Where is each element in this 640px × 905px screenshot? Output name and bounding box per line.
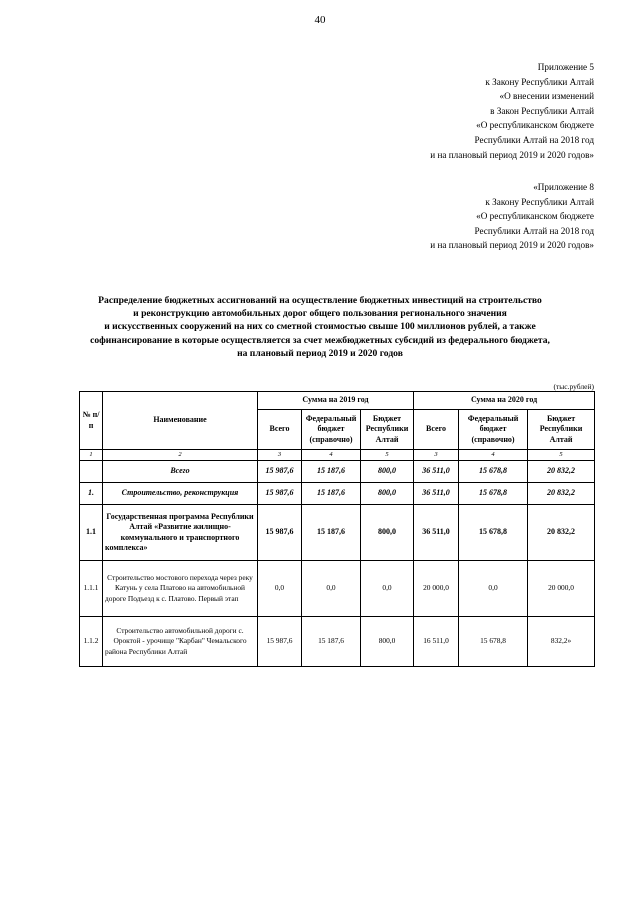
appendix-line: Республики Алтай на 2018 год <box>474 225 594 236</box>
appendix-heading-new <box>430 60 594 162</box>
units-label: (тыс.рублей) <box>553 382 594 391</box>
row-num: 1. <box>80 483 103 505</box>
cell-federal-2019: 15 187,6 <box>302 505 361 561</box>
header-federal-2019: Федеральный бюджет (справочно) <box>302 410 361 450</box>
cell-total-2019: 15 987,6 <box>258 617 302 667</box>
cell-federal-2020: 0,0 <box>459 561 528 617</box>
cell-regional-2019: 0,0 <box>361 561 414 617</box>
table-row-road <box>80 617 595 667</box>
header-regional-2020: Бюджет Республики Алтай <box>528 410 595 450</box>
cell-federal-2020: 15 678,8 <box>459 483 528 505</box>
table-row-construction <box>80 483 595 505</box>
row-name: Всего <box>103 461 258 483</box>
cell-total-2020: 16 511,0 <box>414 617 459 667</box>
row-num <box>80 461 103 483</box>
cell-regional-2020: 20 000,0 <box>528 561 595 617</box>
cell-federal-2019: 15 187,6 <box>302 617 361 667</box>
column-index: 3 <box>258 450 302 461</box>
cell-regional-2020: 20 832,2 <box>528 483 595 505</box>
budget-table <box>79 391 595 667</box>
appendix-line: «О республиканском бюджете <box>476 120 594 131</box>
cell-federal-2020: 15 678,8 <box>459 617 528 667</box>
title-line: и реконструкцию автомобильных дорог общего пользования регионального значения <box>133 308 507 320</box>
row-num: 1.1.1 <box>80 561 103 617</box>
row-name: Строительство, реконструкция <box>103 483 258 505</box>
header-num: № п/п <box>80 392 103 450</box>
row-name: Строительство мостового перехода через реку Катунь у села Платово на автомобильной дороге Подъезд к с. Платово. Первый этап <box>103 561 258 617</box>
header-name: Наименование <box>103 392 258 450</box>
appendix-line: Республики Алтай на 2018 год <box>474 134 594 145</box>
cell-regional-2019: 800,0 <box>361 461 414 483</box>
row-num: 1.1 <box>80 505 103 561</box>
appendix-line: «О внесении изменений <box>499 91 594 102</box>
header-total-2019: Всего <box>258 410 302 450</box>
column-index: 2 <box>103 450 258 461</box>
column-index: 4 <box>302 450 361 461</box>
cell-federal-2019: 0,0 <box>302 561 361 617</box>
cell-regional-2019: 800,0 <box>361 617 414 667</box>
title-line: Распределение бюджетных ассигнований на осуществление бюджетных инвестиций на строительство <box>98 295 542 306</box>
column-index: 5 <box>361 450 414 461</box>
cell-total-2019: 15 987,6 <box>258 505 302 561</box>
header-total-2020: Всего <box>414 410 459 450</box>
header-federal-2020: Федеральный бюджет (справочно) <box>459 410 528 450</box>
header-regional-2019: Бюджет Республики Алтай <box>361 410 414 450</box>
cell-total-2020: 36 511,0 <box>414 461 459 483</box>
column-index: 4 <box>459 450 528 461</box>
cell-regional-2020: 832,2» <box>528 617 595 667</box>
cell-regional-2020: 20 832,2 <box>528 461 595 483</box>
title-line: софинансирование в которые осуществляется за счет межбюджетных субсидий из федерального бюджета, <box>90 334 550 346</box>
page-number: 40 <box>314 14 326 26</box>
cell-federal-2020: 15 678,8 <box>459 461 528 483</box>
cell-total-2020: 36 511,0 <box>414 505 459 561</box>
cell-total-2020: 20 000,0 <box>414 561 459 617</box>
title-line: и искусственных сооружений на них со сметной стоимостью свыше 100 миллионов рублей, а также <box>104 321 536 333</box>
table-row-bridge <box>80 561 595 617</box>
cell-total-2020: 36 511,0 <box>414 483 459 505</box>
column-index: 5 <box>528 450 595 461</box>
column-index: 3 <box>414 450 459 461</box>
table-row-program <box>80 505 595 561</box>
cell-regional-2019: 800,0 <box>361 505 414 561</box>
appendix-line: «Приложение 8 <box>533 182 594 192</box>
column-index: 1 <box>80 450 103 461</box>
cell-regional-2019: 800,0 <box>361 483 414 505</box>
cell-total-2019: 15 987,6 <box>258 461 302 483</box>
appendix-line: к Закону Республики Алтай <box>485 196 594 207</box>
appendix-line: к Закону Республики Алтай <box>485 76 594 87</box>
appendix-line: и на плановый период 2019 и 2020 годов» <box>430 240 594 251</box>
appendix-line: «О республиканском бюджете <box>476 211 594 222</box>
appendix-heading-old <box>430 180 594 253</box>
row-num: 1.1.2 <box>80 617 103 667</box>
row-name: Строительство автомобильной дороги с. Ороктой - урочище "Карбан" Чемальского района Республики Алтай <box>103 617 258 667</box>
table-row-total <box>80 461 595 483</box>
cell-federal-2019: 15 187,6 <box>302 483 361 505</box>
header-2019: Сумма на 2019 год <box>258 392 414 410</box>
cell-regional-2020: 20 832,2 <box>528 505 595 561</box>
cell-total-2019: 0,0 <box>258 561 302 617</box>
appendix-line: Приложение 5 <box>537 62 594 72</box>
appendix-line: в Закон Республики Алтай <box>490 105 594 116</box>
cell-federal-2020: 15 678,8 <box>459 505 528 561</box>
appendix-line: и на плановый период 2019 и 2020 годов» <box>430 149 594 160</box>
header-2020: Сумма на 2020 год <box>414 392 595 410</box>
document-title <box>56 294 584 360</box>
title-line: на плановый период 2019 и 2020 годов <box>237 347 403 359</box>
cell-total-2019: 15 987,6 <box>258 483 302 505</box>
column-index-row <box>80 450 595 461</box>
cell-federal-2019: 15 187,6 <box>302 461 361 483</box>
row-name: Государственная программа Республики Алтай «Развитие жилищно-коммунального и транспортного комплекса» <box>103 505 258 561</box>
